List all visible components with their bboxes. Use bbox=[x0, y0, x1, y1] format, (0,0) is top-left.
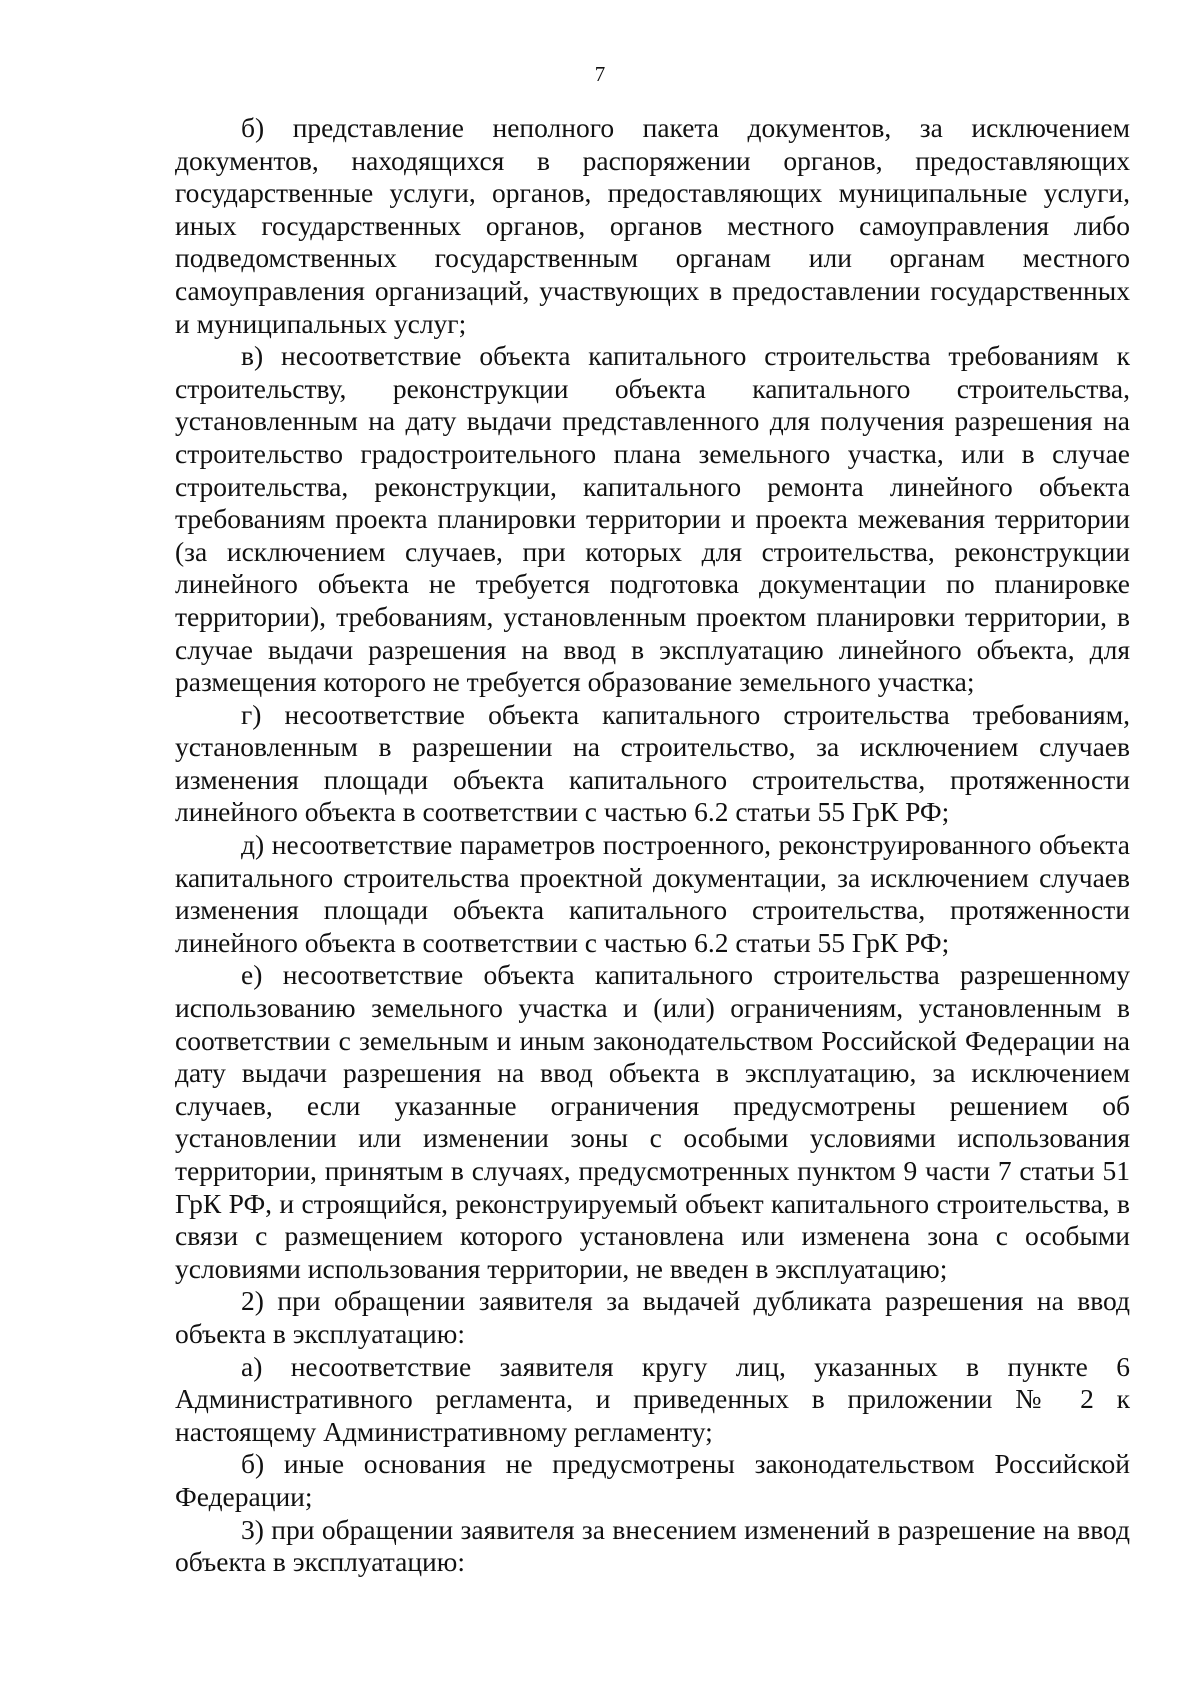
page-number: 7 bbox=[594, 62, 606, 86]
paragraph-b-incomplete-package: б) представление неполного пакета документов, за исключением документов, находящихся в распоряжении органов, предоставляющих государственные услуги, органов, предоставляющих муниципальные услуги, иных государственных органов, органов местного самоуправления либо подведомственных государственным органам или органам местного самоуправления организаций, участвующих в предоставлении государственных и муниципальных услуг; bbox=[175, 112, 1130, 339]
paragraph-v-construction-requirements: в) несоответствие объекта капитального строительства требованиям к строительству, реконструкции объекта капитального строительства, установленным на дату выдачи представленного для получения разрешения на строительство градостроительного плана земельного участка, или в случае строительства, реконструкции, капитального ремонта линейного объекта требованиям проекта планировки территории и проекта межевания территории (за исключением случаев, при которых для строительства, реконструкции линейного объекта не требуется подготовка документации по планировке территории), требованиям, установленным проектом планировки территории, в случае выдачи разрешения на ввод в эксплуатацию линейного объекта, для размещения которого не требуется образование земельного участка; bbox=[175, 340, 1130, 698]
paragraph-e-land-use: е) несоответствие объекта капитального строительства разрешенному использованию земельного участка и (или) ограничениям, установленным в соответствии с земельным и иным законодательством Российской Федерации на дату выдачи разрешения на ввод объекта в эксплуатацию, за исключением случаев, если указанные ограничения предусмотрены решением об установлении или изменении зоны с особыми условиями использования территории, принятым в случаях, предусмотренных пунктом 9 части 7 статьи 51 ГрК РФ, и строящийся, реконструируемый объект капитального строительства, в связи с размещением которого установлена или изменена зона с особыми условиями использования территории, не введен в эксплуатацию; bbox=[175, 959, 1130, 1284]
paragraph-b-other-grounds: б) иные основания не предусмотрены законодательством Российской Федерации; bbox=[175, 1448, 1130, 1512]
paragraph-d-project-documentation: д) несоответствие параметров построенного, реконструированного объекта капитального строительства проектной документации, за исключением случаев изменения площади объекта капитального строительства, протяженности линейного объекта в соответствии с частью 6.2 статьи 55 ГрК РФ; bbox=[175, 829, 1130, 958]
paragraph-a-applicant-mismatch: а) несоответствие заявителя кругу лиц, указанных в пункте 6 Административного регламента, и приведенных в приложении № 2 к настоящему Административному регламенту; bbox=[175, 1350, 1130, 1447]
paragraph-g-permit-requirements: г) несоответствие объекта капитального строительства требованиям, установленным в разрешении на строительство, за исключением случаев изменения площади объекта капитального строительства, протяженности линейного объекта в соответствии с частью 6.2 статьи 55 ГрК РФ; bbox=[175, 698, 1130, 828]
paragraph-3-amendment-request: 3) при обращении заявителя за внесением изменений в разрешение на ввод объекта в эксплуатацию: bbox=[175, 1513, 1130, 1578]
document-body bbox=[175, 112, 1130, 1579]
paragraph-2-duplicate-request: 2) при обращении заявителя за выдачей дубликата разрешения на ввод объекта в эксплуатацию: bbox=[175, 1285, 1130, 1349]
